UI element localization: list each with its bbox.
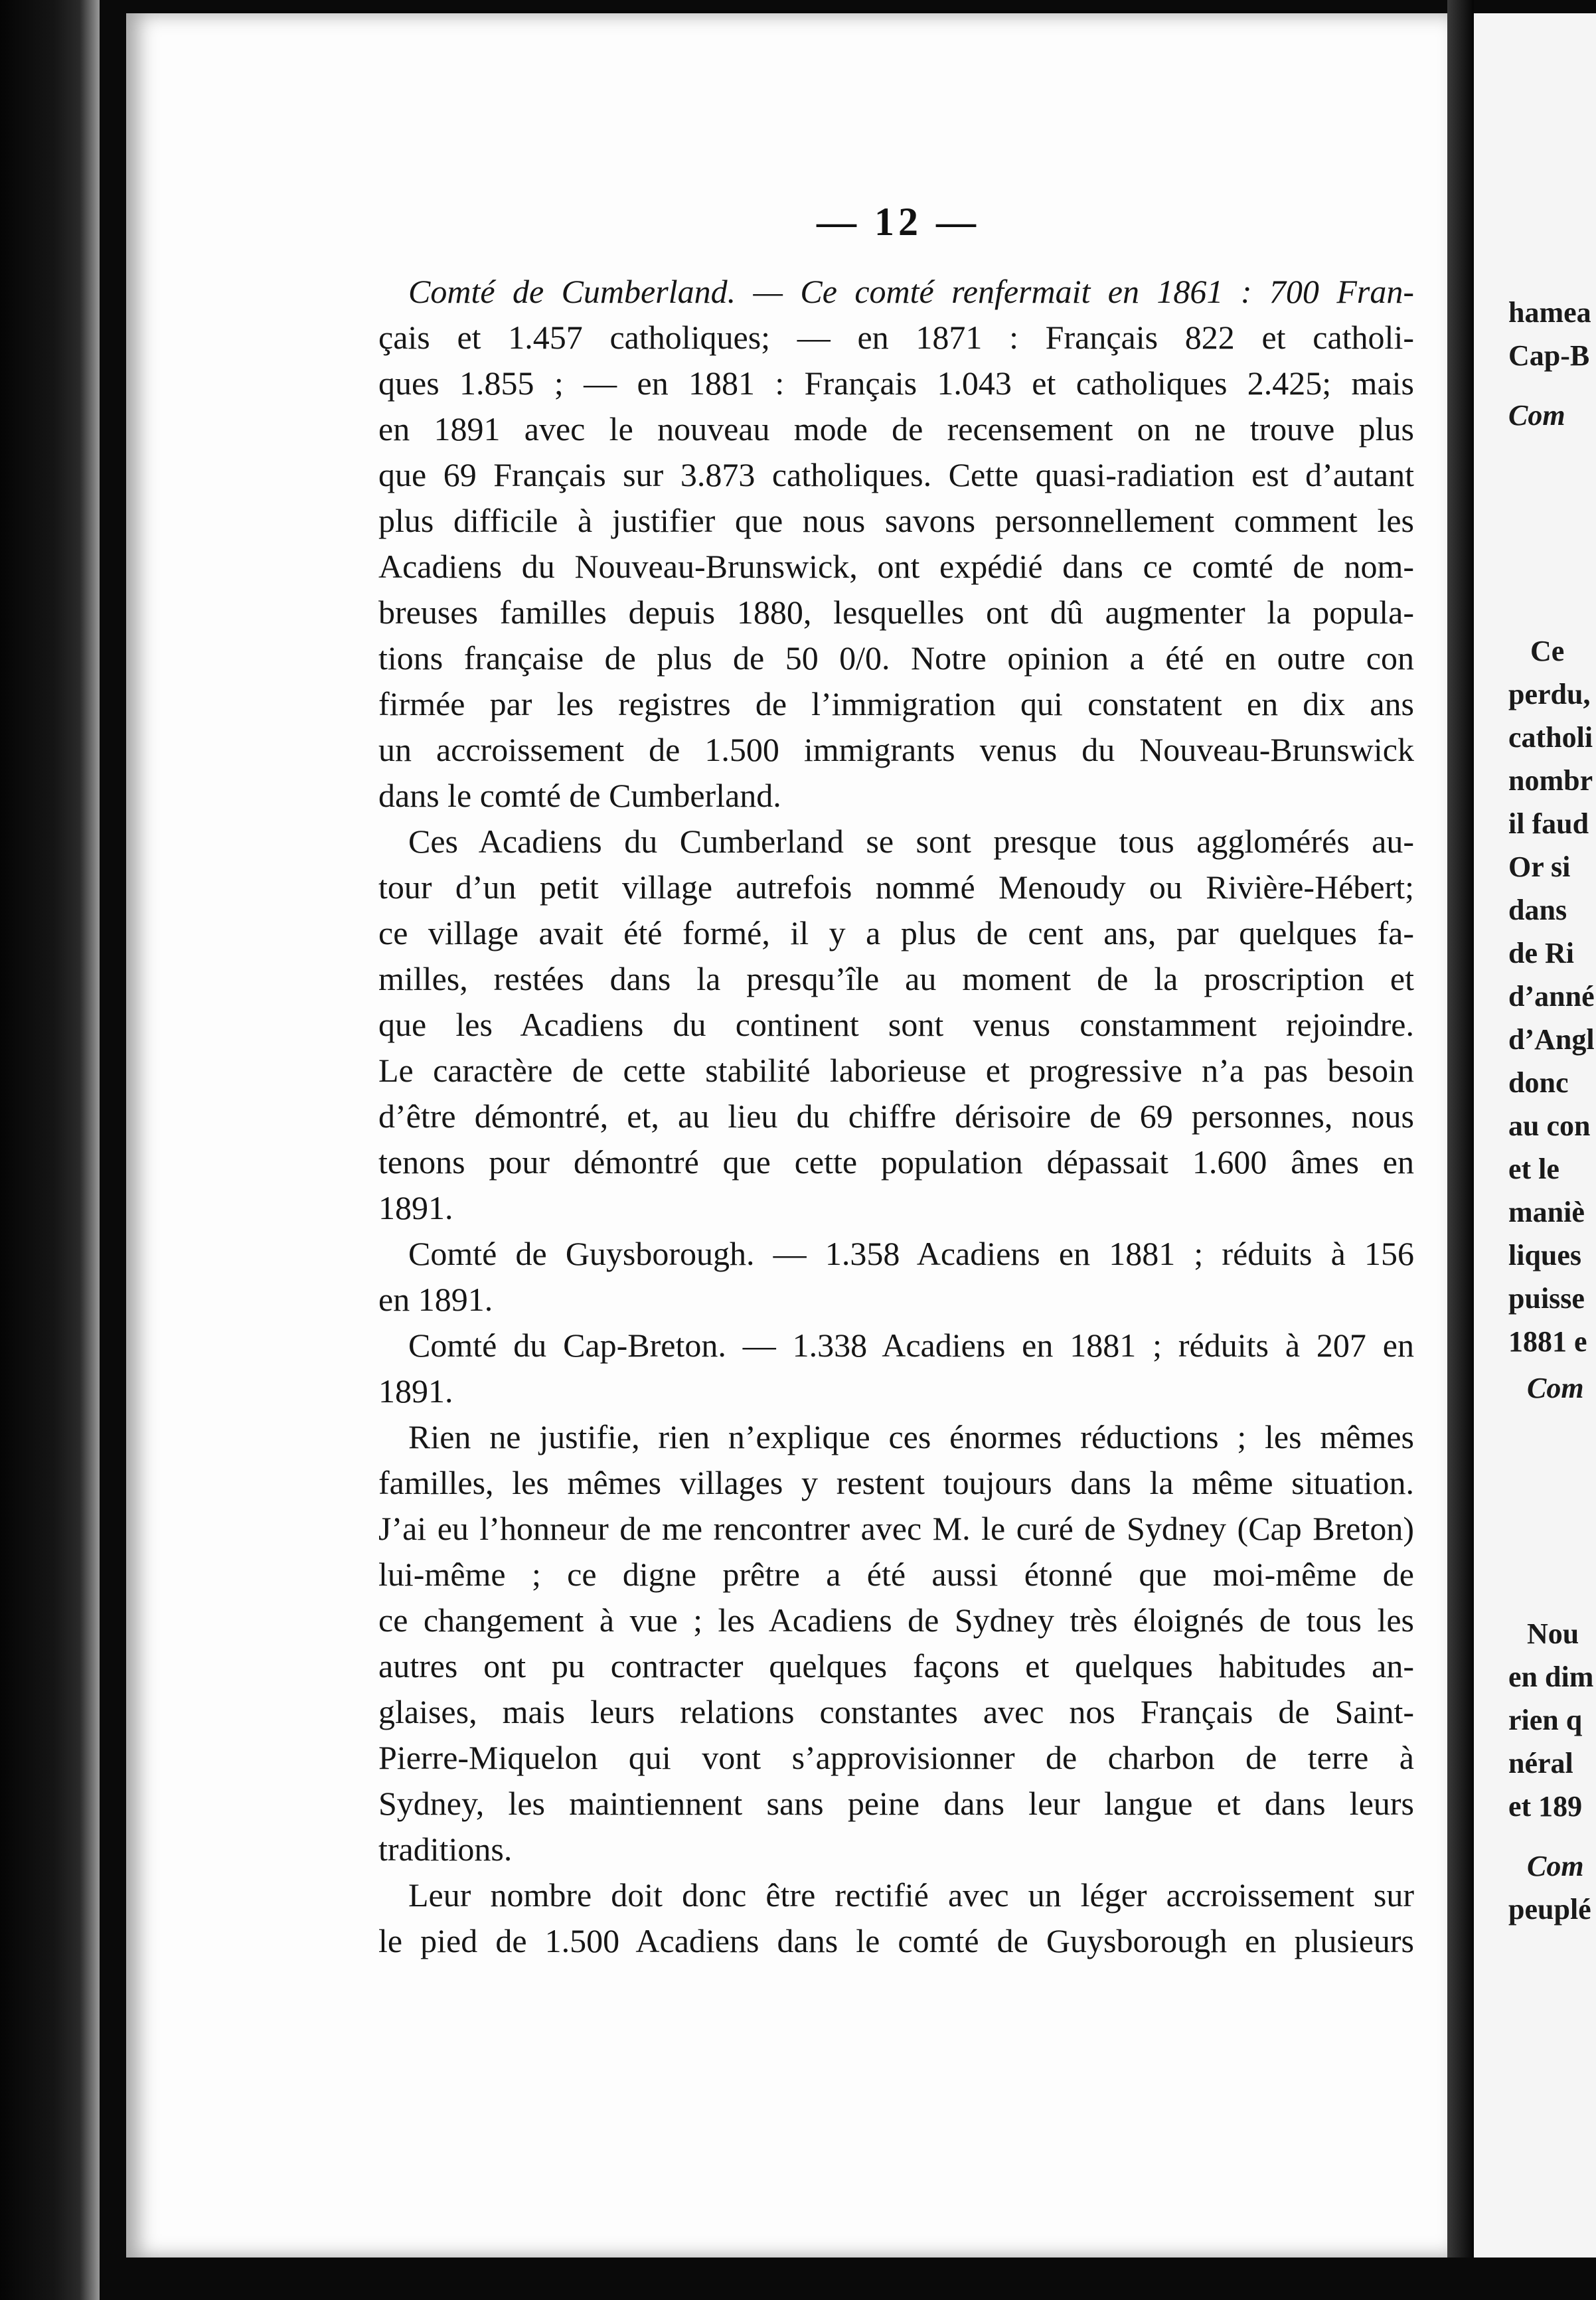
text-line: breuses familles depuis 1880, lesquelles ont dû augmenter la popula- (378, 594, 1414, 631)
facing-page-fragment: peuplé (1508, 1893, 1591, 1926)
facing-page-fragment: et 189 (1508, 1790, 1583, 1823)
text-line: d’être démontré, et, au lieu du chiffre dérisoire de 69 personnes, nous (378, 1098, 1414, 1135)
text-line: Sydney, les maintiennent sans peine dans leur langue et dans leurs (378, 1785, 1414, 1822)
facing-page-fragment: il faud (1508, 807, 1589, 840)
text-line: Comté de Guysborough. — 1.358 Acadiens en 1881 ; réduits à 156 (408, 1235, 1414, 1272)
facing-page-fragment: et le (1508, 1153, 1559, 1185)
facing-page-fragment: Nou (1527, 1617, 1579, 1650)
text-line: Acadiens du Nouveau-Brunswick, ont expédié dans ce comté de nom- (378, 548, 1414, 585)
facing-page-fragment: Com (1527, 1372, 1584, 1404)
text-line: un accroissement de 1.500 immigrants venus du Nouveau-Brunswick (378, 731, 1414, 768)
facing-page-fragment: rien q (1508, 1704, 1583, 1736)
facing-page-fragment: de Ri (1508, 937, 1574, 969)
text-line: Ces Acadiens du Cumberland se sont presque tous agglomérés au- (408, 823, 1414, 860)
page-number: — 12 — (817, 200, 980, 244)
text-line: dans le comté de Cumberland. (378, 777, 781, 814)
text-line: tenons pour démontré que cette population dépassait 1.600 âmes en (378, 1143, 1414, 1181)
text-line: lui-même ; ce digne prêtre a été aussi étonné que moi-même de (378, 1556, 1414, 1593)
text-line: Comté de Cumberland. — Ce comté renfermait en 1861 : 700 Fran- (408, 273, 1414, 310)
facing-page-fragment: d’anné (1508, 980, 1595, 1013)
paragraph-leur-nombre (378, 1872, 1414, 1964)
text-line: tions française de plus de 50 0/0. Notre opinion a été en outre con (378, 639, 1414, 677)
book-gutter (1447, 0, 1474, 2300)
facing-page-fragment: au con (1508, 1109, 1591, 1142)
facing-page-fragment: donc (1508, 1066, 1569, 1099)
facing-page-fragment: perdu, (1508, 678, 1591, 710)
text-line: le pied de 1.500 Acadiens dans le comté de Guysborough en plusieurs (378, 1922, 1414, 1959)
facing-page-fragment: d’Angl (1508, 1023, 1595, 1056)
text-line: en 1891. (378, 1281, 493, 1318)
book-left-edge (0, 0, 100, 2300)
facing-page-fragment: néral (1508, 1747, 1573, 1779)
facing-page-fragment: Com (1527, 1850, 1584, 1882)
paragraph-cumberland (378, 269, 1414, 819)
facing-page-fragment: Com (1508, 399, 1565, 432)
facing-page-fragment: Ce (1530, 635, 1565, 667)
text-line: ce village avait été formé, il y a plus de cent ans, par quelques fa- (378, 914, 1414, 951)
facing-page-fragment: catholi (1508, 721, 1593, 754)
text-line: familles, les mêmes villages y restent toujours dans la même situation. (378, 1464, 1414, 1501)
facing-page-fragment: Cap-B (1508, 339, 1590, 372)
text-line: 1891. (378, 1372, 453, 1410)
text-line: que les Acadiens du continent sont venus constamment rejoindre. (378, 1006, 1414, 1043)
facing-page (1474, 13, 1596, 2258)
text-line: çais et 1.457 catholiques; — en 1871 : Français 822 et catholi- (378, 319, 1414, 356)
text-line: en 1891 avec le nouveau mode de recensement on ne trouve plus (378, 410, 1414, 448)
paragraph-cap-breton (378, 1323, 1414, 1414)
paragraph-guysborough (378, 1231, 1414, 1323)
text-line: ce changement à vue ; les Acadiens de Sydney très éloignés de tous les (378, 1602, 1414, 1639)
text-line: milles, restées dans la presqu’île au moment de la proscription et (378, 960, 1414, 997)
text-line: ques 1.855 ; — en 1881 : Français 1.043 et catholiques 2.425; mais (378, 365, 1414, 402)
text-line: autres ont pu contracter quelques façons et quelques habitudes an- (378, 1647, 1414, 1684)
text-line: Le caractère de cette stabilité laborieuse et progressive n’a pas besoin (378, 1052, 1414, 1089)
text-line: Comté du Cap-Breton. — 1.338 Acadiens en 1881 ; réduits à 207 en (408, 1327, 1414, 1364)
text-line: que 69 Français sur 3.873 catholiques. Cette quasi-radiation est d’autant (378, 456, 1414, 493)
facing-page-fragment: 1881 e (1508, 1325, 1587, 1358)
text-line: firmée par les registres de l’immigration qui constatent en dix ans (378, 685, 1414, 722)
facing-page-fragment: hamea (1508, 296, 1591, 329)
facing-page-fragment: en dim (1508, 1661, 1594, 1693)
text-line: J’ai eu l’honneur de me rencontrer avec M. le curé de Sydney (Cap Breton) (378, 1510, 1414, 1547)
facing-page-fragment: liques (1508, 1239, 1582, 1272)
text-line: plus difficile à justifier que nous savons personnellement comment les (378, 502, 1414, 539)
facing-page-fragment: maniè (1508, 1196, 1585, 1228)
text-line: Leur nombre doit donc être rectifié avec un léger accroissement sur (408, 1876, 1414, 1914)
text-line: traditions. (378, 1831, 513, 1868)
text-line: glaises, mais leurs relations constantes avec nos Français de Saint- (378, 1693, 1414, 1730)
scan-bottom-edge (100, 2258, 1596, 2300)
text-line: Rien ne justifie, rien n’explique ces énormes réductions ; les mêmes (408, 1418, 1414, 1455)
facing-page-fragment: dans (1508, 894, 1567, 926)
text-line: Pierre-Miquelon qui vont s’approvisionner de charbon de terre à (378, 1739, 1414, 1776)
facing-page-fragment: puisse (1508, 1282, 1585, 1315)
text-line: 1891. (378, 1189, 453, 1226)
page-body (378, 269, 1414, 1964)
facing-page-fragment: Or si (1508, 851, 1571, 883)
text-line: tour d’un petit village autrefois nommé Menoudy ou Rivière-Hébert; (378, 868, 1414, 906)
paragraph-acadiens-cumberland (378, 819, 1414, 1231)
facing-page-fragment: nombr (1508, 764, 1593, 797)
paragraph-rien-ne-justifie (378, 1414, 1414, 1872)
